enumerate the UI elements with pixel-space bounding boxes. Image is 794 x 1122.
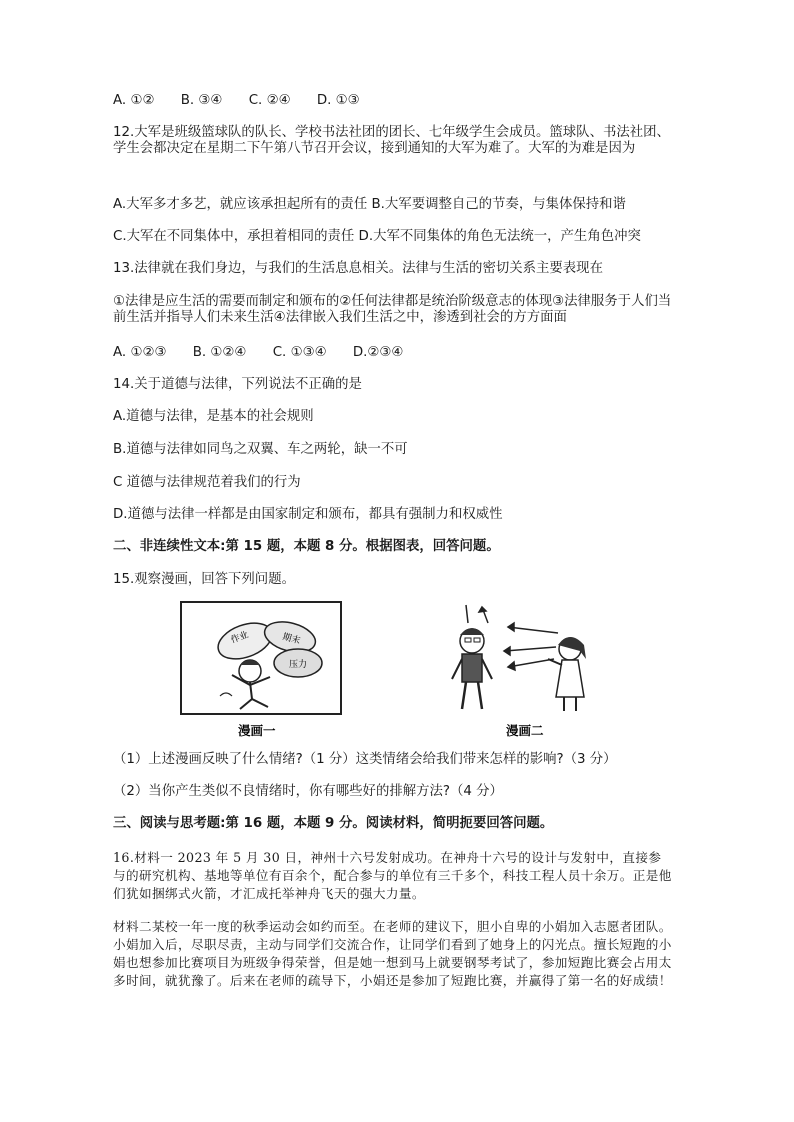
q11-option-a: A. ①② (113, 93, 155, 108)
q16-material-two: 材料二某校一年一度的秋季运动会如约而至。在老师的建议下，胆小自卑的小娟加入志愿者团队。小娟加入后，尽职尽责，主动与同学们交流合作，让同学们看到了她身上的闪光点。擅长短跑的小娟也想参加比赛项目为班级争得荣誉，但是她一想到马上就要钢琴考试了，参加短跑比赛会占用太多时间，就犹豫了。后来在老师的疏导下，小娟还是参加了短跑比赛，并赢得了第一名的好成绩！ (113, 919, 672, 988)
comic-bag-label-homework: 作业 (229, 630, 250, 646)
section2-title: 二、非连续性文本:第 15 题，本题 8 分。根据图表，回答问题。 (113, 539, 500, 554)
q11-options (113, 92, 382, 110)
q13-items: ①法律是应生活的需要而制定和颁布的②任何法律都是统治阶级意志的体现③法律服务于人们当前生活并指导人们未来生活④法律嵌入我们生活之中，渗透到社会的方方面面 (113, 294, 672, 325)
section3-title: 三、阅读与思考题:第 16 题，本题 9 分。阅读材料，简明扼要回答问题。 (113, 816, 554, 831)
q15-subquestion-1: （1）上述漫画反映了什么情绪?（1 分）这类情绪会给我们带来怎样的影响?（3 分） (113, 752, 617, 767)
q12-options-ab: A.大军多才多艺，就应该承担起所有的责任 B.大军要调整自己的节奏，与集体保持和谐 (113, 197, 626, 212)
comic-two-image (438, 601, 600, 743)
q14-option-d: D.道德与法律一样都是由国家制定和颁布，都具有强制力和权威性 (113, 507, 503, 522)
q14-option-b: B.道德与法律如同鸟之双翼、车之两轮，缺一不可 (113, 442, 408, 457)
q12-options-cd: C.大军在不同集体中，承担着相同的责任 D.大军不同集体的角色无法统一，产生角色冲突 (113, 229, 641, 244)
q15-stem: 15.观察漫画，回答下列问题。 (113, 572, 295, 587)
comic-one-caption: 漫画一 (238, 723, 276, 738)
q13-option-a: A. ①②③ (113, 345, 167, 360)
q13-option-c: C. ①③④ (272, 345, 327, 360)
q14-option-c: C 道德与法律规范着我们的行为 (113, 475, 301, 490)
q11-option-b: B. ③④ (180, 93, 223, 108)
q15-subquestion-2: （2）当你产生类似不良情绪时，你有哪些好的排解方法?（4 分） (113, 784, 503, 799)
q11-option-d: D. ①③ (316, 93, 360, 108)
q14-option-a: A.道德与法律，是基本的社会规则 (113, 409, 314, 424)
comic-two-caption: 漫画二 (506, 723, 544, 738)
q13-options (113, 344, 425, 362)
q13-option-d: D.②③④ (352, 345, 404, 360)
q11-option-c: C. ②④ (248, 93, 291, 108)
comic-bag-label-pressure: 压力 (289, 660, 308, 670)
q13-stem: 13.法律就在我们身边，与我们的生活息息相关。法律与生活的密切关系主要表现在 (113, 261, 603, 276)
comic-bag-label-exam: 期末 (281, 632, 302, 647)
q12-stem: 12.大军是班级篮球队的队长、学校书法社团的团长、七年级学生会成员。篮球队、书法社团、学生会都决定在星期二下午第八节召开会议，接到通知的大军为难了。大军的为难是因为 (113, 125, 670, 156)
q13-option-b: B. ①②④ (192, 345, 247, 360)
q14-stem: 14.关于道德与法律，下列说法不正确的是 (113, 377, 362, 392)
q16-material-one: 16.材料一 2023 年 5 月 30 日，神州十六号发射成功。在神舟十六号的设计与发射中，直接参与的研究机构、基地等单位有百余个，配合参与的单位有三千多个，科技工程人员十余万。正是他们犹如捆绑式火箭，才汇成托举神舟飞天的强大力量。 (113, 850, 672, 901)
comic-one-image (180, 601, 342, 743)
